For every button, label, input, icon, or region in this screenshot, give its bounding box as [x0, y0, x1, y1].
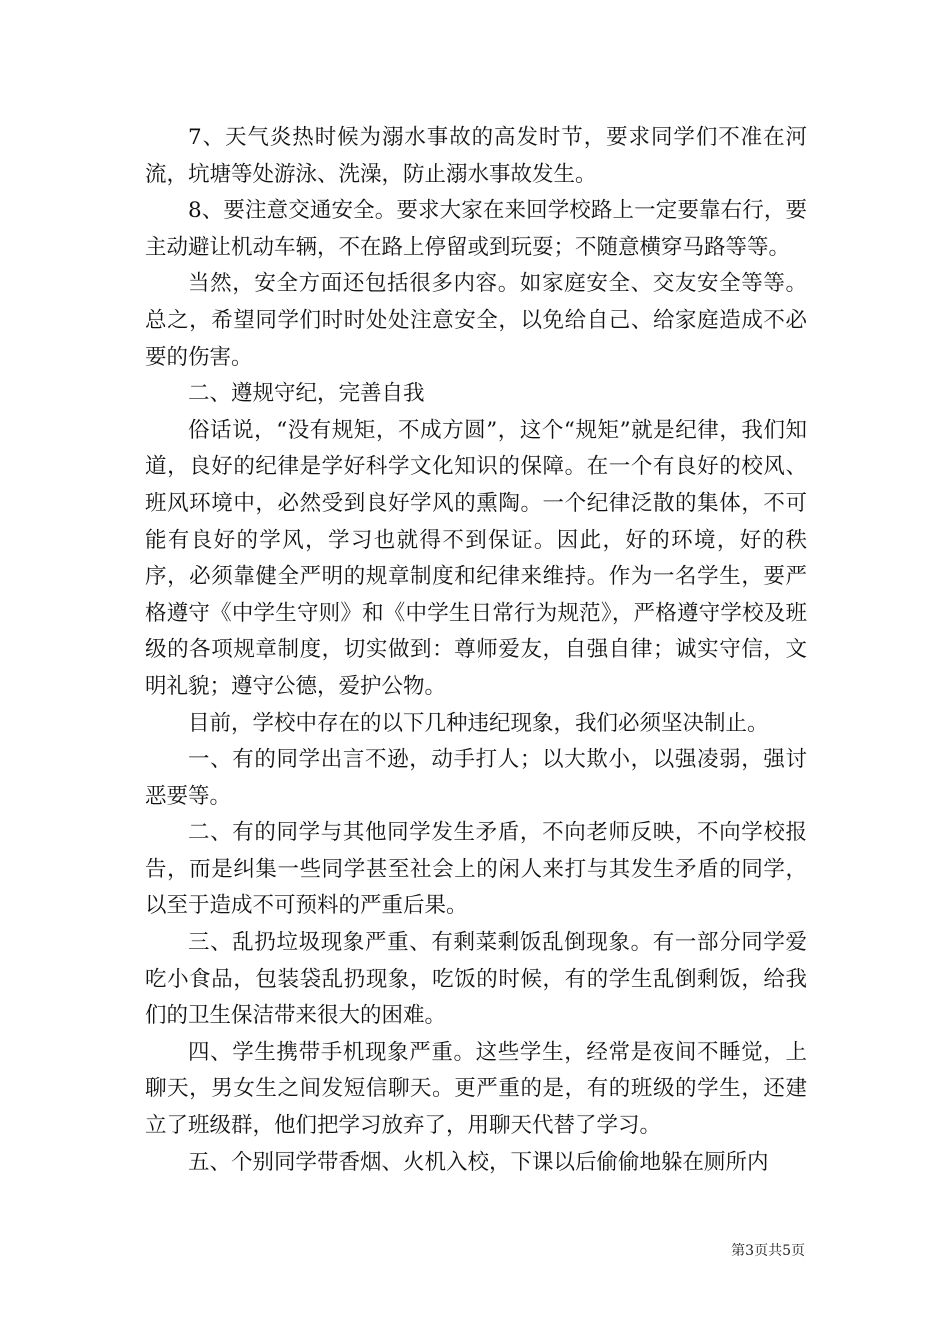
paragraph-drowning-safety: 7、天气炎热时候为溺水事故的高发时节，要求同学们不准在河流，坑塘等处游泳、洗澡，防止溺水事故发生。: [145, 125, 807, 187]
paragraph-safety-summary: 当然，安全方面还包括很多内容。如家庭安全、交友安全等等。总之，希望同学们时时处处注意安全，以免给自己、给家庭造成不必要的伤害。: [145, 271, 807, 370]
paragraph-violation-3: 三、乱扔垃圾现象严重、有剩菜剩饭乱倒现象。有一部分同学爱吃小食品，包装袋乱扔现象，吃饭的时候，有的学生乱倒剩饭，给我们的卫生保洁带来很大的困难。: [145, 930, 807, 1029]
paragraph-violation-2: 二、有的同学与其他同学发生矛盾，不向老师反映，不向学校报告，而是纠集一些同学甚至社会上的闲人来打与其发生矛盾的同学，以至于造成不可预料的严重后果。: [145, 820, 807, 919]
document-body: [145, 120, 807, 1181]
paragraph-traffic-safety: 8、要注意交通安全。要求大家在来回学校路上一定要靠右行，要主动避让机动车辆，不在路上停留或到玩耍；不随意横穿马路等等。: [145, 198, 807, 260]
paragraph-violation-1: 一、有的同学出言不逊，动手打人；以大欺小，以强凌弱，强讨恶要等。: [145, 747, 807, 809]
page-number-footer: 第3页共5页: [731, 1243, 805, 1259]
paragraph-discipline-intro: 俗话说，“没有规矩，不成方圆”，这个“规矩”就是纪律，我们知道，良好的纪律是学好科学文化知识的保障。在一个有良好的校风、班风环境中，必然受到良好学风的熏陶。一个纪律泛散的集体，不可能有良好的学风，学习也就得不到保证。因此，好的环境，好的秩序，必须靠健全严明的规章制度和纪律来维持。作为一名学生，要严格遵守《中学生守则》和《中学生日常行为规范》，严格遵守学校及班级的各项规章制度，切实做到：尊师爱友，自强自律；诚实守信，文明礼貌；遵守公德，爱护公物。: [145, 417, 807, 699]
paragraph-violation-4: 四、学生携带手机现象严重。这些学生，经常是夜间不睡觉，上聊天，男女生之间发短信聊天。更严重的是，有的班级的学生，还建立了班级群，他们把学习放弃了，用聊天代替了学习。: [145, 1039, 807, 1139]
paragraph-violations-intro: 目前，学校中存在的以下几种违纪现象，我们必须坚决制止。: [188, 710, 769, 736]
paragraph-violation-5: 五、个别同学带香烟、火机入校，下课以后偷偷地躲在厕所内: [188, 1149, 769, 1175]
section-heading-discipline: 二、遵规守纪，完善自我: [188, 381, 425, 407]
